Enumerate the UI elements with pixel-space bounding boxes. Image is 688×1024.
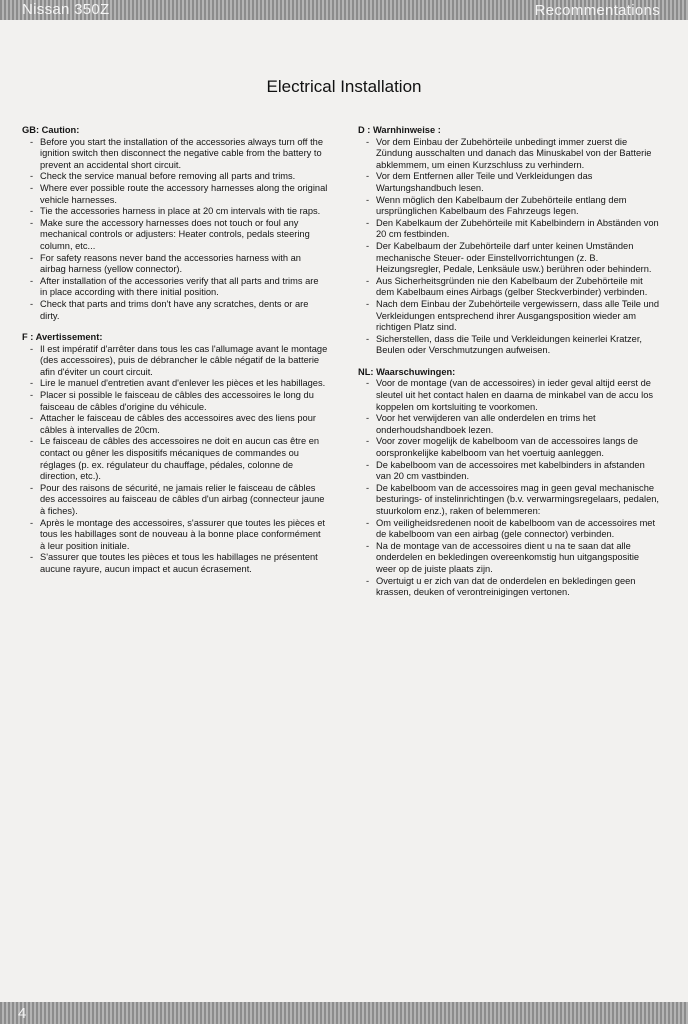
section-nl [358, 367, 660, 599]
list-item: - Après le montage des accessoires, s'assurer que toutes les pièces et tous les habillages sont de nouveau à la bonne place conformément à leur position initiale. [22, 518, 328, 553]
header-model: Nissan 350Z [22, 1, 110, 18]
section-heading: D : Warnhinweise : [358, 125, 441, 135]
list-item: - Where ever possible route the accessory harnesses along the original vehicle harnesses. [22, 183, 328, 206]
list-item: - Voor de montage (van de accessoires) in ieder geval altijd eerst de sleutel uit het contact halen en daarna de minkabel van de accu los koppelen om kortsluiting te voorkomen. [358, 378, 660, 413]
list-item: - Na de montage van de accessoires dient u na te saan dat alle onderdelen en bekledingen overeenkomstig hun uitgangspositie weer op de juiste plaats zijn. [358, 541, 660, 576]
section-heading: NL: Waarschuwingen: [358, 366, 456, 377]
list-item: - Le faisceau de câbles des accessoires ne doit en aucun cas être en contact ou gêner les dispositifs mécaniques de commandes ou réglages (p. ex. régulateur du chauffage, pédales, colonne de direction, etc.). [22, 436, 328, 482]
list-item: - Tie the accessories harness in place at 20 cm intervals with tie raps. [22, 206, 328, 218]
header-bar [0, 0, 688, 20]
section-heading: GB: Caution: [22, 125, 80, 135]
list-item: - Before you start the installation of the accessories always turn off the ignition switch then disconnect the negative cable from the battery to prevent an accidental short circuit. [22, 137, 328, 172]
list-item: - For safety reasons never band the accessories harness with an airbag harness (yellow connector). [22, 253, 328, 276]
section-heading: F : Avertissement: [22, 332, 103, 343]
list-item: - Placer si possible le faisceau de câbles des accessoires le long du faisceau de câbles d'origine du véhicule. [22, 390, 328, 413]
list-item: - Aus Sicherheitsgründen nie den Kabelbaum der Zubehörteile mit dem Kabelbaum eines Airbags (gelber Steckverbinder) verbinden. [358, 276, 660, 299]
list-item: - Den Kabelkaum der Zubehörteile mit Kabelbindern in Abständen von 20 cm festbinden. [358, 218, 660, 241]
header-section: Recommentations [534, 2, 660, 19]
section-gb [22, 125, 328, 322]
list-item: - Sicherstellen, dass die Teile und Verkleidungen keinerlei Kratzer, Beulen oder Verschmutzungen aufweisen. [358, 334, 660, 357]
list-item: - Der Kabelbaum der Zubehörteile darf unter keinen Umständen mechanische Steuer- oder Einstellvorrichtungen (z. B. Heizungsregler, Pedale, Lenksäule usw.) berühren oder behindern. [358, 241, 660, 276]
list-item: - Vor dem Entfernen aller Teile und Verkleidungen das Wartungshandbuch lesen. [358, 171, 660, 194]
list-item: - Overtuigt u er zich van dat de onderdelen en bekledingen geen krassen, deuken of verontreinigingen vertonen. [358, 576, 660, 599]
list-item: - Attacher le faisceau de câbles des accessoires avec des liens pour câbles à intervalles de 20cm. [22, 413, 328, 436]
page-title: Electrical Installation [266, 77, 422, 96]
list-item: - Lire le manuel d'entretien avant d'enlever les pièces et les habillages. [22, 378, 328, 390]
list-item: - De kabelboom van de accessoires met kabelbinders in afstanden van 20 cm vastbinden. [358, 460, 660, 483]
list-item: - Check that parts and trims don't have any scratches, dents or are dirty. [22, 299, 328, 322]
list-item: - Il est impératif d'arrêter dans tous les cas l'allumage avant le montage (des accessoires), puis de débrancher le câble négatif de la batterie afin d'éviter un court circuit. [22, 344, 328, 379]
list-item: - Om veiligheidsredenen nooit de kabelboom van de accessoires met de kabelboom van een airbag (gele connector) verbinden. [358, 518, 660, 541]
list-item: - Vor dem Einbau der Zubehörteile unbedingt immer zuerst die Zündung ausschalten und danach das Minuskabel von der Batterie abklemmem, um einen Kurzschluss zu verhindern. [358, 137, 660, 172]
list-item: - De kabelboom van de accessoires mag in geen geval mechanische besturings- of instelinrichtingen (b.v. verwarmingsregelaars, pedalen, stuurkolom enz.), raken of belemmeren: [358, 483, 660, 518]
list-item: - Voor zover mogelijk de kabelboom van de accessoires langs de oorspronkelijke kabelboom van het voertuig aanleggen. [358, 436, 660, 459]
list-item: - Make sure the accessory harnesses does not touch or foul any mechanical controls or adjusters: Heater controls, pedals steering column, etc... [22, 218, 328, 253]
section-f [22, 332, 328, 575]
page-number: 4 [18, 1005, 27, 1022]
section-d [358, 125, 660, 357]
list-item: - After installation of the accessories verify that all parts and trims are in place according with there initial position. [22, 276, 328, 299]
list-item: - Nach dem Einbau der Zubehörteile vergewissern, dass alle Teile und Verkleidungen entsprechend ihrer Ausgangsposition wieder am richtigen Platz sind. [358, 299, 660, 334]
right-column [358, 125, 660, 609]
list-item: - S'assurer que toutes les pièces et tous les habillages ne présentent aucune rayure, aucun impact et aucun écrasement. [22, 552, 328, 575]
list-item: - Pour des raisons de sécurité, ne jamais relier le faisceau de câbles des accessoires au faisceau de câbles d'un airbag (connecteur jaune à fiches). [22, 483, 328, 518]
list-item: - Voor het verwijderen van alle onderdelen en trims het onderhoudshandboek lezen. [358, 413, 660, 436]
list-item: - Check the service manual before removing all parts and trims. [22, 171, 328, 183]
footer-bar [0, 1002, 688, 1024]
list-item: - Wenn möglich den Kabelbaum der Zubehörteile entlang dem ursprünglichen Kabelbaum des Fahrzeugs legen. [358, 195, 660, 218]
left-column [22, 125, 328, 586]
